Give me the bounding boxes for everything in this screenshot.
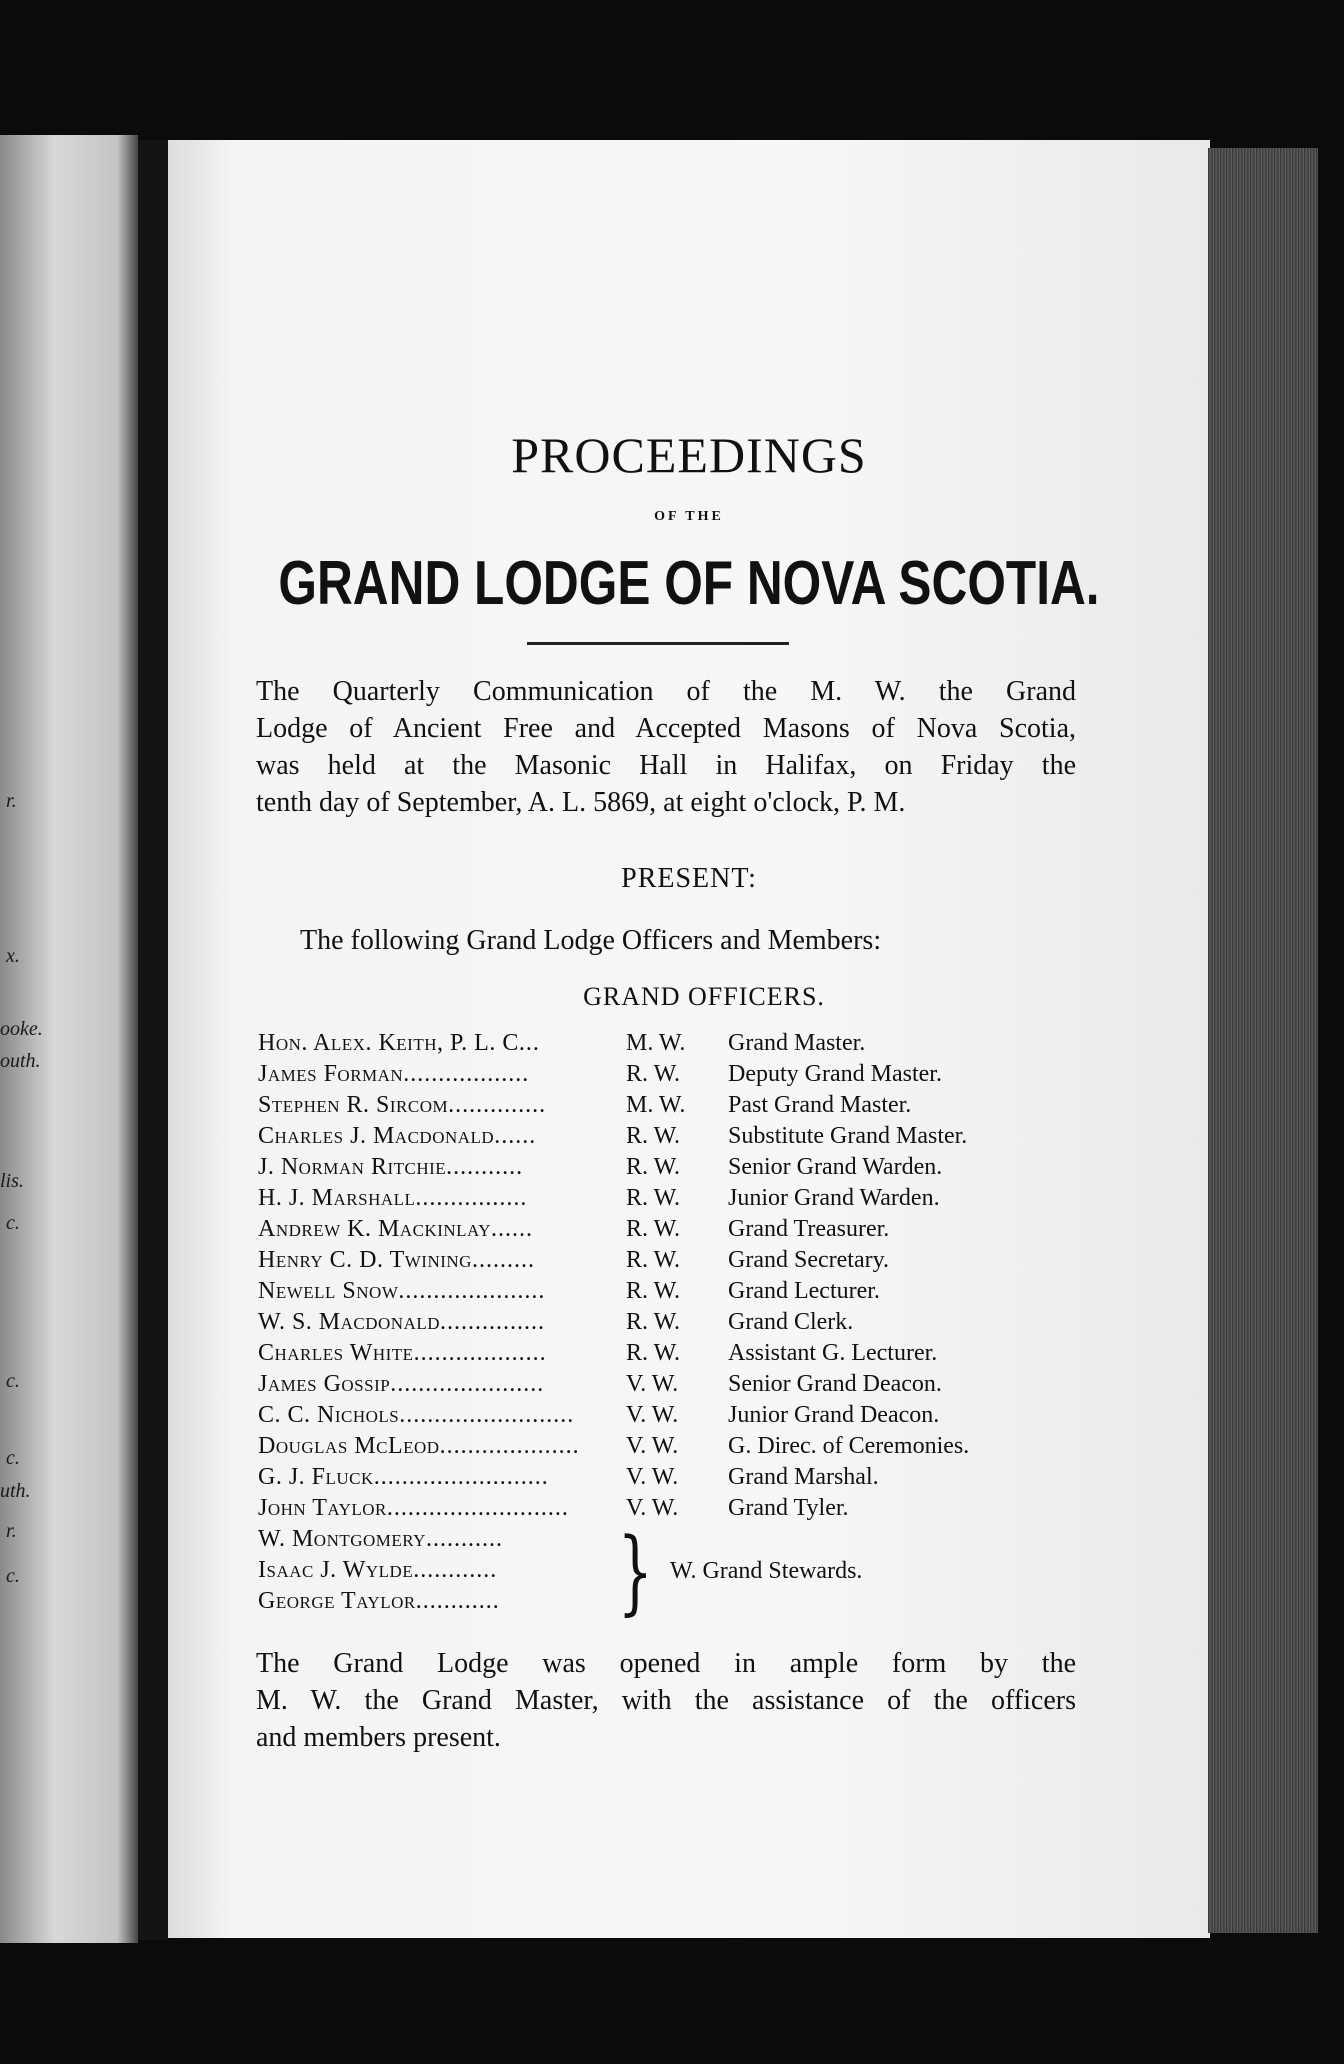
officer-rank: R. W. — [626, 1154, 681, 1180]
officer-row — [258, 1495, 1078, 1526]
left-page-fragment: uth. — [0, 1480, 31, 1502]
officer-office: Deputy Grand Master. — [728, 1061, 942, 1087]
officer-name: John Taylor.......................... — [258, 1495, 569, 1521]
steward-name: W. Montgomery........... — [258, 1526, 503, 1552]
officer-rank: R. W. — [626, 1216, 681, 1242]
officer-rank: M. W. — [626, 1030, 686, 1056]
page-subtitle: OF THE — [654, 509, 724, 524]
officer-name: J. Norman Ritchie........... — [258, 1154, 524, 1180]
officer-rank: R. W. — [626, 1123, 681, 1149]
steward-name: Isaac J. Wylde............ — [258, 1557, 498, 1583]
left-page-fragment: r. — [6, 1520, 17, 1542]
officer-name: H. J. Marshall................ — [258, 1185, 528, 1211]
intro-paragraph — [256, 673, 1076, 821]
paragraph-line: and members present. — [256, 1722, 501, 1753]
steward-name: George Taylor............ — [258, 1588, 500, 1614]
officer-rank: V. W. — [626, 1371, 679, 1397]
officer-row — [258, 1402, 1078, 1433]
left-page-fragment: outh. — [0, 1050, 41, 1072]
officer-office: Grand Clerk. — [728, 1309, 854, 1335]
book-gutter — [138, 140, 168, 1940]
officer-row — [258, 1061, 1078, 1092]
present-intro: The following Grand Lodge Officers and Members: — [300, 925, 882, 956]
officer-rank: R. W. — [626, 1340, 681, 1366]
left-page-fragment: x. — [6, 945, 20, 967]
officer-rank: V. W. — [626, 1402, 679, 1428]
officer-rank: R. W. — [626, 1309, 681, 1335]
officer-row — [258, 1185, 1078, 1216]
main-title: GRAND LODGE OF NOVA SCOTIA. — [278, 549, 1100, 618]
officer-rank: R. W. — [626, 1247, 681, 1273]
officer-office: Senior Grand Deacon. — [728, 1371, 942, 1397]
officer-row — [258, 1123, 1078, 1154]
officer-rank: M. W. — [626, 1092, 686, 1118]
title-rule — [527, 642, 789, 645]
officer-name: Andrew K. Mackinlay...... — [258, 1216, 534, 1242]
page-edge — [1208, 148, 1318, 1933]
closing-paragraph — [256, 1645, 1076, 1756]
paragraph-line: M. W. the Grand Master, with the assistance of the officers — [256, 1685, 1076, 1716]
paragraph-line: tenth day of September, A. L. 5869, at eight o'clock, P. M. — [256, 787, 906, 818]
officer-office: Substitute Grand Master. — [728, 1123, 968, 1149]
officer-name: Charles White................... — [258, 1340, 547, 1366]
left-page-fragment: ooke. — [0, 1018, 43, 1040]
officer-name: Henry C. D. Twining......... — [258, 1247, 535, 1273]
officer-office: Grand Lecturer. — [728, 1278, 880, 1304]
officer-row — [258, 1433, 1078, 1464]
grand-officers-heading: GRAND OFFICERS. — [583, 982, 825, 1011]
officer-row — [258, 1278, 1078, 1309]
officer-rank: V. W. — [626, 1433, 679, 1459]
officer-name: Charles J. Macdonald...... — [258, 1123, 537, 1149]
steward-row — [258, 1526, 1078, 1557]
officer-row — [258, 1154, 1078, 1185]
officer-name: G. J. Fluck......................... — [258, 1464, 549, 1490]
page-title: PROCEEDINGS — [511, 427, 867, 483]
brace-icon: } — [617, 1518, 653, 1625]
officer-rank: R. W. — [626, 1061, 681, 1087]
officer-office: Grand Treasurer. — [728, 1216, 890, 1242]
paragraph-line: was held at the Masonic Hall in Halifax, on Friday the — [256, 750, 1076, 781]
paragraph-line: Lodge of Ancient Free and Accepted Masons of Nova Scotia, — [256, 713, 1076, 744]
left-page-fragment: c. — [6, 1447, 20, 1469]
left-page-fragment: c. — [6, 1565, 20, 1587]
officer-office: Junior Grand Warden. — [728, 1185, 940, 1211]
officer-office: Grand Secretary. — [728, 1247, 890, 1273]
officer-row — [258, 1247, 1078, 1278]
stewards-office: W. Grand Stewards. — [670, 1558, 863, 1584]
officer-office: Assistant G. Lecturer. — [728, 1340, 938, 1366]
left-page-fragment: c. — [6, 1370, 20, 1392]
left-page-fragment: c. — [6, 1212, 20, 1234]
officer-rank: V. W. — [626, 1495, 679, 1521]
officer-rank: R. W. — [626, 1278, 681, 1304]
officer-row — [258, 1092, 1078, 1123]
officer-name: Douglas McLeod.................... — [258, 1433, 580, 1459]
officer-name: C. C. Nichols......................... — [258, 1402, 575, 1428]
officer-rank: R. W. — [626, 1185, 681, 1211]
officer-name: W. S. Macdonald............... — [258, 1309, 546, 1335]
stewards-group — [258, 1518, 1078, 1625]
officer-row — [258, 1030, 1078, 1061]
officer-office: Senior Grand Warden. — [728, 1154, 943, 1180]
officer-name: James Forman.................. — [258, 1061, 530, 1087]
officer-row — [258, 1371, 1078, 1402]
left-page-fragment: lis. — [0, 1170, 24, 1192]
left-page-fragment: r. — [6, 790, 17, 812]
steward-row — [258, 1557, 1078, 1588]
paragraph-line: The Grand Lodge was opened in ample form by the — [256, 1648, 1076, 1679]
officer-rank: V. W. — [626, 1464, 679, 1490]
officer-office: Grand Master. — [728, 1030, 866, 1056]
officer-office: Grand Tyler. — [728, 1495, 849, 1521]
officer-name: Newell Snow..................... — [258, 1278, 546, 1304]
officer-office: Past Grand Master. — [728, 1092, 912, 1118]
paragraph-line: The Quarterly Communication of the M. W. the Grand — [256, 676, 1076, 707]
officer-office: G. Direc. of Ceremonies. — [728, 1433, 970, 1459]
officer-row — [258, 1340, 1078, 1371]
officer-name: Stephen R. Sircom.............. — [258, 1092, 547, 1118]
officer-name: James Gossip...................... — [258, 1371, 545, 1397]
officer-row — [258, 1216, 1078, 1247]
officer-name: Hon. Alex. Keith, P. L. C... — [258, 1030, 540, 1056]
officer-row — [258, 1464, 1078, 1495]
present-heading: PRESENT: — [621, 863, 757, 894]
officer-row — [258, 1309, 1078, 1340]
officer-office: Grand Marshal. — [728, 1464, 879, 1490]
officers-list — [258, 1030, 1078, 1526]
steward-row — [258, 1588, 1078, 1619]
officer-office: Junior Grand Deacon. — [728, 1402, 940, 1428]
